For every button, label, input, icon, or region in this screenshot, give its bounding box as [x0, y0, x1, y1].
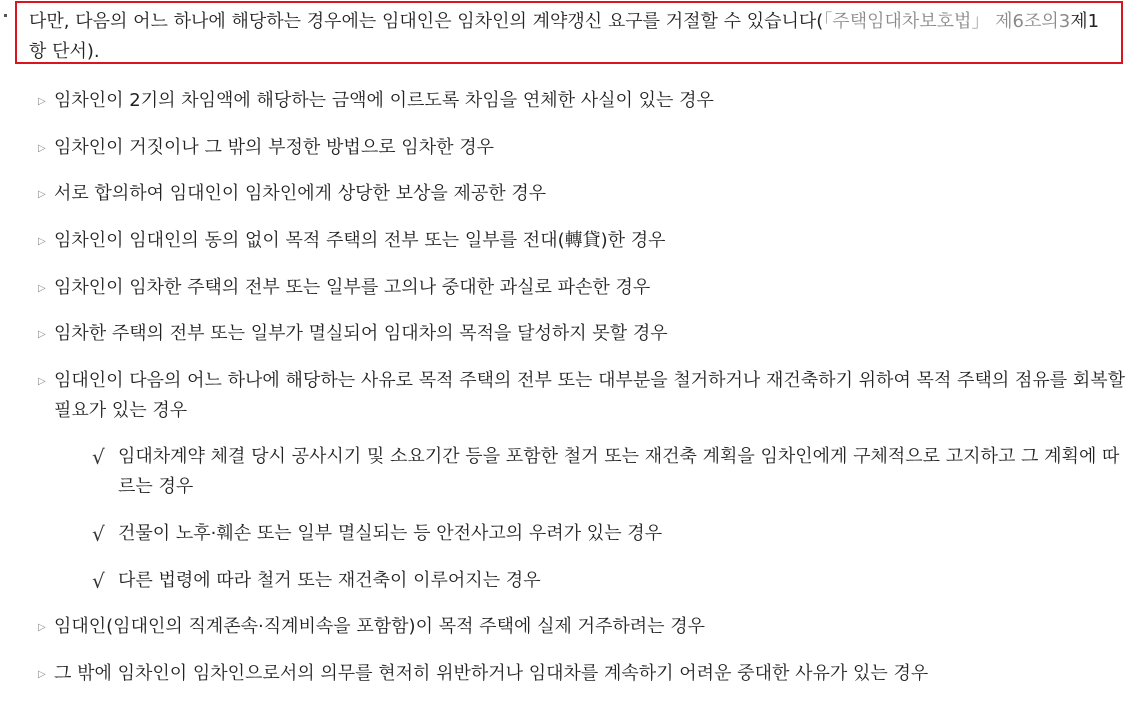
- triangle-right-icon: ▷: [38, 236, 46, 248]
- list-item: [38, 366, 1128, 595]
- intro-text-before: 다만, 다음의 어느 하나에 해당하는 경우에는 임대인은 임차인의 계약갱신 요구를 거절할 수 있습니다(: [29, 11, 824, 32]
- triangle-right-icon: ▷: [38, 96, 46, 107]
- list-item-text: 임차인이 2기의 차임액에 해당하는 금액에 이르도록 차임을 연체한 사실이 있는 경우: [54, 90, 714, 111]
- check-mark-icon: √: [92, 445, 105, 470]
- refusal-grounds-list: [38, 86, 1128, 706]
- triangle-right-icon: ▷: [38, 282, 46, 294]
- list-item: [38, 273, 1128, 303]
- sub-list-item-text: 건물이 노후·훼손 또는 일부 멸실되는 등 안전사고의 우려가 있는 경우: [118, 522, 663, 544]
- triangle-right-icon: ▷: [38, 622, 46, 634]
- intro-highlight-box: [15, 1, 1123, 64]
- list-item: [38, 179, 1128, 209]
- list-item: [38, 659, 1128, 689]
- list-item-text: 그 밖에 임차인이 임차인으로서의 의무를 현저히 위반하거나 임대차를 계속하기 어려운 중대한 사유가 있는 경우: [54, 662, 929, 684]
- list-item: [38, 226, 1128, 256]
- check-mark-icon: √: [92, 521, 105, 546]
- triangle-right-icon: ▷: [38, 189, 46, 201]
- list-item-text: 임차인이 임차한 주택의 전부 또는 일부를 고의나 중대한 과실로 파손한 경우: [54, 276, 651, 298]
- list-item-text: 임차한 주택의 전부 또는 일부가 멸실되어 임대차의 목적을 달성하지 못할 경우: [54, 323, 668, 345]
- triangle-right-icon: ▷: [38, 142, 46, 154]
- list-item-text: 임대인이 다음의 어느 하나에 해당하는 사유로 목적 주택의 전부 또는 대부분을 철거하거나 재건축하기 위하여 목적 주택의 점유를 회복할 필요가 있는 경우: [54, 370, 1125, 422]
- triangle-right-icon: ▷: [38, 668, 46, 680]
- list-item: [38, 612, 1128, 642]
- list-item-text: 임차인이 거짓이나 그 밖의 부정한 방법으로 임차한 경우: [54, 136, 494, 158]
- list-item-text: 임차인이 임대인의 동의 없이 목적 주택의 전부 또는 일부를 전대(轉貸)한 경우: [54, 230, 666, 252]
- list-item: [38, 86, 1128, 116]
- sub-list-item: [92, 519, 1128, 549]
- list-item-text: 서로 합의하여 임대인이 임차인에게 상당한 보상을 제공한 경우: [54, 183, 547, 205]
- check-mark-icon: √: [92, 568, 105, 593]
- sub-list-item-text: 다른 법령에 따라 철거 또는 재건축이 이루어지는 경우: [118, 569, 541, 591]
- sub-list-item-text: 임대차계약 체결 당시 공사시기 및 소요기간 등을 포함한 철거 또는 재건축 계획을 임차인에게 구체적으로 고지하고 그 계획에 따르는 경우: [118, 446, 1120, 498]
- sub-list-item: [92, 566, 1128, 596]
- triangle-right-icon: ▷: [38, 376, 46, 388]
- list-item: [38, 319, 1128, 349]
- intro-text-after: 제1항 단서).: [29, 11, 1100, 62]
- law-reference-link[interactable]: 「주택임대차보호법」 제6조의3: [823, 11, 1071, 32]
- sub-list-item: [92, 442, 1128, 502]
- intro-bullet-icon: [4, 14, 7, 17]
- sub-list: [54, 442, 1128, 595]
- triangle-right-icon: ▷: [38, 329, 46, 341]
- list-item: [38, 133, 1128, 163]
- list-item-text: 임대인(임대인의 직계존속·직계비속을 포함함)이 목적 주택에 실제 거주하려는 경우: [54, 616, 706, 638]
